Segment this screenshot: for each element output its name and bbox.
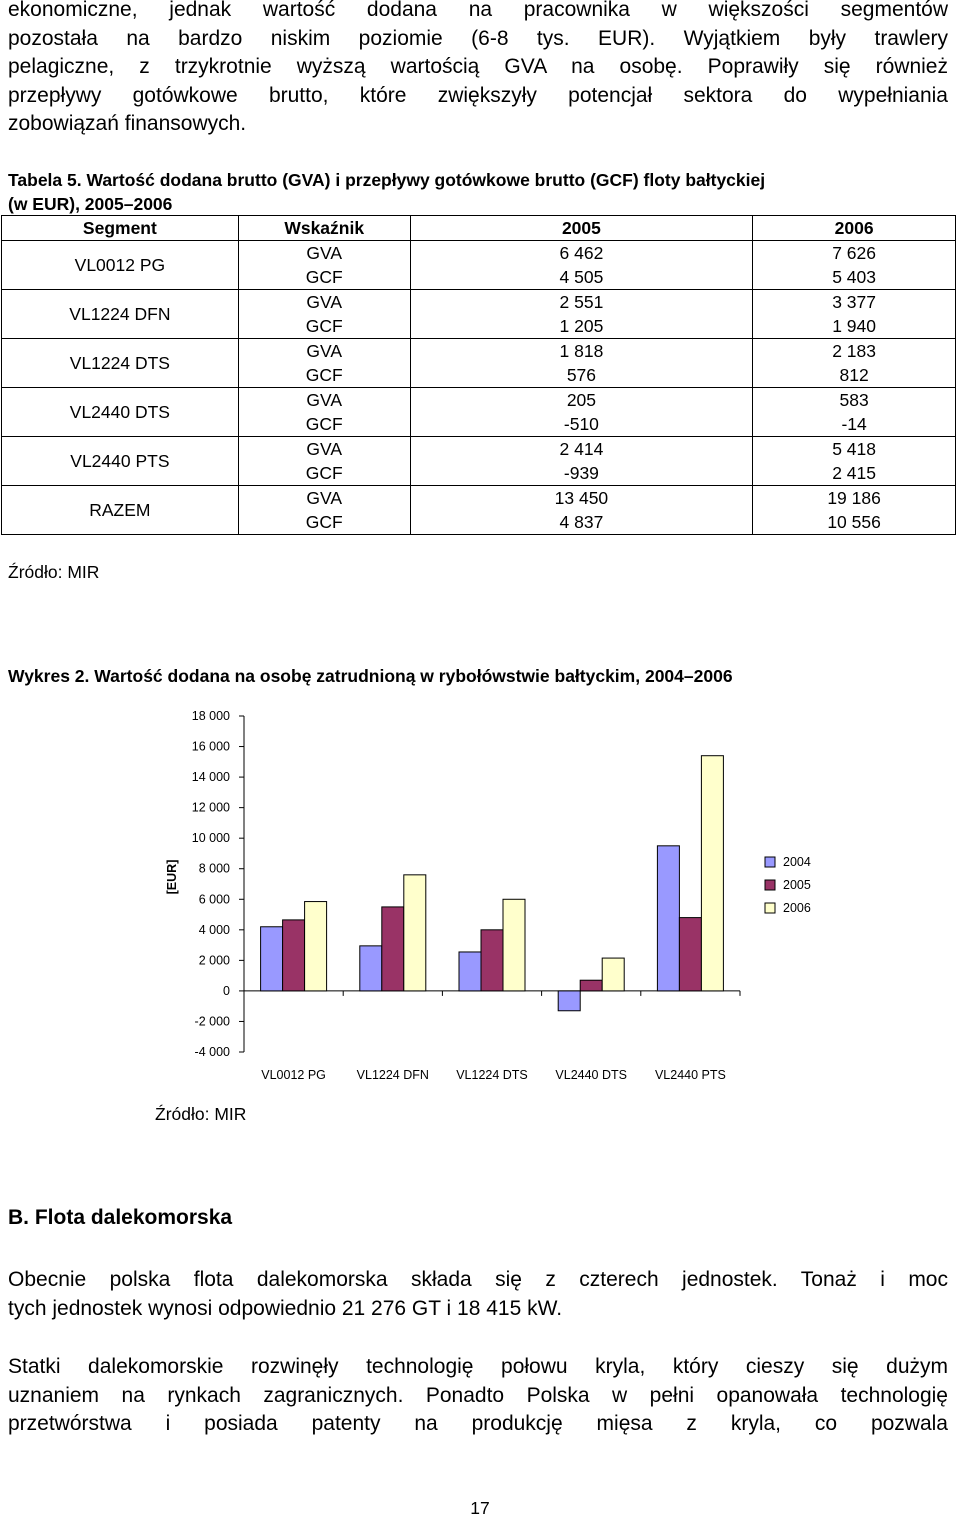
segment-cell: VL2440 PTS: [2, 437, 239, 486]
segment-cell: VL1224 DTS: [2, 339, 239, 388]
text-line: przepływy gotówkowe brutto, które zwiększyły potencjał sektora do wypełniania: [8, 83, 948, 107]
value-cell: 2 415: [753, 461, 956, 486]
y-tick-label: 18 000: [191, 709, 230, 723]
indicator-cell: GCF: [238, 265, 410, 290]
y-tick-label: 10 000: [191, 831, 230, 846]
y-axis-label: [EUR]: [165, 859, 179, 895]
value-cell: 13 450: [410, 486, 753, 511]
intro-paragraph: [8, 0, 948, 139]
value-cell: 4 505: [410, 265, 753, 290]
y-tick-label: -2 000: [194, 1014, 230, 1029]
indicator-cell: GCF: [238, 314, 410, 339]
paragraph-krill: [8, 1353, 948, 1439]
y-tick-label: 4 000: [198, 922, 230, 937]
header-segment: Segment: [2, 216, 239, 241]
y-tick-label: 14 000: [191, 770, 230, 785]
table-source: Źródło: MIR: [8, 562, 100, 582]
indicator-cell: GCF: [238, 363, 410, 388]
legend-label: 2004: [783, 855, 811, 869]
bar-2004-VL1224-DFN: [360, 946, 382, 991]
table-row: [2, 388, 956, 413]
y-tick-label: 6 000: [198, 892, 230, 907]
bar-2006-VL0012-PG: [305, 902, 327, 991]
y-tick-label: 2 000: [198, 953, 230, 968]
text-line: pozostała na bardzo niskim poziomie (6-8 tys. EUR). Wyjątkiem były trawlery: [8, 26, 948, 50]
bar-2005-VL2440-DTS: [580, 980, 602, 991]
legend-swatch: [765, 903, 775, 913]
value-cell: 2 183: [753, 339, 956, 364]
y-tick-label: 12 000: [191, 800, 230, 815]
text-line: Obecnie polska flota dalekomorska składa się z czterech jednostek. Tonaż i moc: [8, 1268, 948, 1291]
bar-2006-VL1224-DTS: [503, 899, 525, 991]
indicator-cell: GVA: [238, 241, 410, 266]
value-cell: 205: [410, 388, 753, 413]
value-cell: 6 462: [410, 241, 753, 266]
x-category-label: VL2440 PTS: [654, 1068, 726, 1082]
section-heading: B. Flota dalekomorska: [8, 1206, 233, 1229]
value-cell: 5 403: [753, 265, 956, 290]
bar-2005-VL1224-DFN: [382, 907, 404, 991]
text-line: uznaniem na rynkach zagranicznych. Ponadto Polska w pełni opanowała technologię: [8, 1383, 948, 1407]
x-category-label: VL1224 DFN: [356, 1068, 429, 1082]
bar-2005-VL1224-DTS: [481, 930, 503, 991]
bar-2005-VL0012-PG: [283, 920, 305, 991]
text-line: ekonomiczne, jednak wartość dodana na pracownika w większości segmentów: [8, 0, 948, 21]
indicator-cell: GVA: [238, 339, 410, 364]
segment-cell: VL0012 PG: [2, 241, 239, 290]
table-caption-line: Tabela 5. Wartość dodana brutto (GVA) i przepływy gotówkowe brutto (GCF) floty bałtyckiej: [8, 170, 766, 190]
value-cell: -14: [753, 412, 956, 437]
bar-2004-VL0012-PG: [261, 927, 283, 991]
segment-cell: VL2440 DTS: [2, 388, 239, 437]
value-cell: -939: [410, 461, 753, 486]
value-cell: 7 626: [753, 241, 956, 266]
segment-cell: RAZEM: [2, 486, 239, 535]
y-tick-label: 0: [223, 983, 230, 998]
text-line: Statki dalekomorskie rozwinęły technologię połowu kryla, który cieszy się dużym: [8, 1355, 948, 1378]
table-row: [2, 437, 956, 462]
value-cell: 19 186: [753, 486, 956, 511]
value-cell: 10 556: [753, 510, 956, 535]
table-caption: [8, 168, 952, 216]
bar-2006-VL2440-PTS: [701, 756, 723, 991]
bar-2006-VL1224-DFN: [404, 875, 426, 991]
indicator-cell: GCF: [238, 510, 410, 535]
legend-label: 2005: [783, 878, 811, 892]
legend-swatch: [765, 857, 775, 867]
y-tick-label: -4 000: [194, 1045, 230, 1059]
indicator-cell: GVA: [238, 290, 410, 315]
chart-caption: Wykres 2. Wartość dodana na osobę zatrudnioną w rybołówstwie bałtyckim, 2004–2006: [8, 666, 733, 686]
indicator-cell: GCF: [238, 461, 410, 486]
bar-2006-VL2440-DTS: [602, 958, 624, 991]
text-line: pelagiczne, z trzykrotnie wyższą wartością GVA na osobę. Poprawiły się również: [8, 55, 948, 78]
table-row: [2, 290, 956, 315]
bar-2005-VL2440-PTS: [679, 918, 701, 991]
table-header-row: [2, 216, 956, 241]
bar-2004-VL2440-DTS: [558, 991, 580, 1011]
table-row: [2, 339, 956, 364]
legend-swatch: [765, 880, 775, 890]
value-cell: 1 818: [410, 339, 753, 364]
value-cell: 576: [410, 363, 753, 388]
indicator-cell: GCF: [238, 412, 410, 437]
paragraph-fleet: [8, 1266, 948, 1323]
y-tick-label: 8 000: [198, 861, 230, 876]
value-cell: 812: [753, 363, 956, 388]
value-cell: 583: [753, 388, 956, 413]
text-line: tych jednostek wynosi odpowiednio 21 276 GT i 18 415 kW.: [8, 1296, 563, 1320]
gva-gcf-table: [1, 215, 956, 535]
gva-per-person-chart: [150, 700, 811, 1090]
value-cell: 3 377: [753, 290, 956, 315]
value-cell: 5 418: [753, 437, 956, 462]
header-2005: 2005: [410, 216, 753, 241]
value-cell: -510: [410, 412, 753, 437]
value-cell: 1 940: [753, 314, 956, 339]
bar-2004-VL1224-DTS: [459, 952, 481, 991]
value-cell: 1 205: [410, 314, 753, 339]
table-row: [2, 241, 956, 266]
x-category-label: VL1224 DTS: [456, 1068, 528, 1082]
segment-cell: VL1224 DFN: [2, 290, 239, 339]
x-category-label: VL0012 PG: [261, 1068, 326, 1082]
value-cell: 2 551: [410, 290, 753, 315]
y-tick-label: 16 000: [191, 739, 230, 754]
page-number: 17: [470, 1498, 490, 1518]
value-cell: 2 414: [410, 437, 753, 462]
table-row: [2, 486, 956, 511]
bar-2004-VL2440-PTS: [657, 846, 679, 991]
indicator-cell: GVA: [238, 437, 410, 462]
text-line: przetwórstwa i posiada patenty na produkcję mięsa z kryla, co pozwala: [8, 1412, 948, 1435]
header-2006: 2006: [753, 216, 956, 241]
chart-source: Źródło: MIR: [155, 1104, 247, 1124]
legend-label: 2006: [783, 901, 811, 915]
text-line: zobowiązań finansowych.: [8, 112, 247, 135]
indicator-cell: GVA: [238, 486, 410, 511]
indicator-cell: GVA: [238, 388, 410, 413]
header-indicator: Wskaźnik: [238, 216, 410, 241]
value-cell: 4 837: [410, 510, 753, 535]
table-caption-line: (w EUR), 2005–2006: [8, 194, 173, 214]
x-category-label: VL2440 DTS: [555, 1068, 627, 1082]
